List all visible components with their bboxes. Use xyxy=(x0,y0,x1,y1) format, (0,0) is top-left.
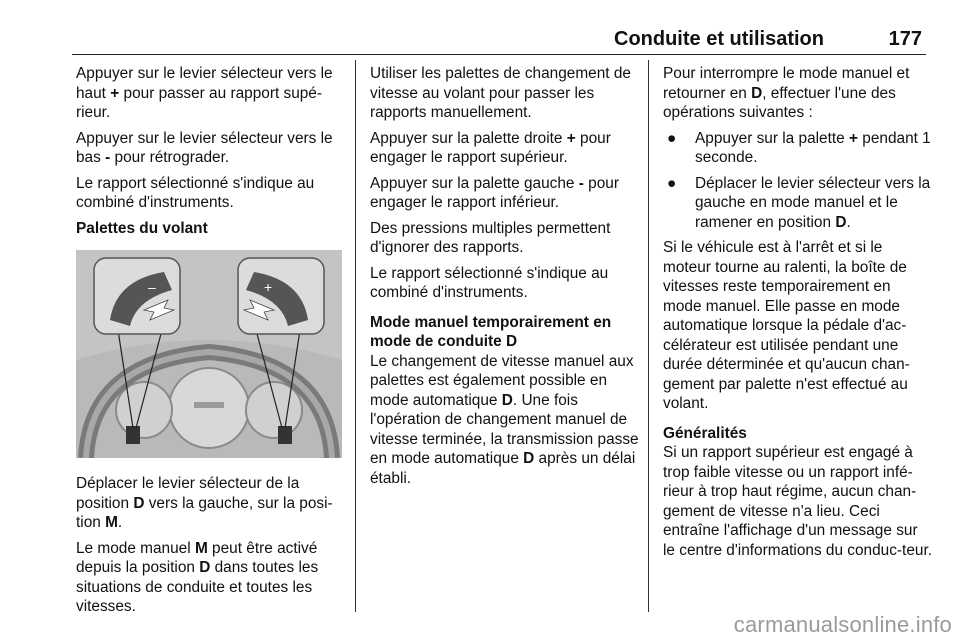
bullet-icon: ● xyxy=(667,129,677,147)
column-2 xyxy=(370,64,640,494)
page-number: 177 xyxy=(888,28,922,50)
steering-wheel-paddles-figure xyxy=(76,250,342,458)
paragraph: Des pressions multiples permettent d'ignorer des rapports. xyxy=(370,219,611,256)
list-item: ● Déplacer le levier sélecteur vers la gauche en mode manuel et le ramener en position D. xyxy=(663,174,933,233)
bullet-icon: ● xyxy=(667,174,677,192)
svg-text:–: – xyxy=(148,279,156,295)
list-item: ● Appuyer sur la palette + pendant 1 seconde. xyxy=(663,129,933,168)
paragraph: Le rapport sélectionné s'indique au combiné d'instruments. xyxy=(370,264,609,301)
watermark: carmanualsonline.info xyxy=(733,612,952,637)
steering-wheel-illustration xyxy=(76,250,342,458)
section-title: Conduite et utilisation xyxy=(614,28,824,50)
paragraph: Le mode manuel M peut être activé depuis la position D dans toutes les situations de conduite et toutes les vitesses. xyxy=(76,539,319,615)
paragraph: Appuyer sur la palette droite + pour engager le rapport supérieur. xyxy=(370,129,611,166)
section-heading: Généralités xyxy=(663,424,747,442)
page-header xyxy=(72,28,926,55)
paragraph: Déplacer le levier sélecteur de la position D vers la gauche, sur la posi‐tion M. xyxy=(76,475,333,531)
column-divider xyxy=(355,60,356,612)
column-3 xyxy=(663,64,933,566)
section-heading: Mode manuel temporairement en mode de conduite D xyxy=(370,313,612,350)
paragraph: Pour interrompre le mode manuel et retourner en D, effectuer l'une des opérations suivantes : xyxy=(663,65,910,121)
paragraph: Le rapport sélectionné s'indique au combiné d'instruments. xyxy=(76,174,315,211)
paragraph: Appuyer sur la palette gauche - pour engager le rapport inférieur. xyxy=(370,174,619,211)
paragraph: Appuyer sur le levier sélecteur vers le bas - pour rétrograder. xyxy=(76,129,333,166)
paragraph: Si le véhicule est à l'arrêt et si le moteur tourne au ralenti, la boîte de vitesses reste temporairement en mode manuel. Elle passe en mode automatique lorsque la pédale d'ac‐célérateur est utilisée pendant une durée déterminée et qu'aucun chan‐gement par palette n'est effectué au volant. xyxy=(663,239,910,412)
paragraph: Si un rapport supérieur est engagé à trop faible vitesse ou un rapport infé‐rieur à trop haut régime, aucun chan‐gement de vitesse n'a lieu. Ceci entraîne l'affichage d'un message sur le centre d'informations du conduc‐teur. xyxy=(663,444,933,559)
paragraph: Le changement de vitesse manuel aux palettes est également possible en mode automatique D. Une fois l'opération de changement manuel de vitesse terminée, la transmission passe en mode automatique D après un délai établi. xyxy=(370,352,639,487)
svg-text:+: + xyxy=(264,279,273,295)
paragraph: Appuyer sur le levier sélecteur vers le haut + pour passer au rapport supé‐rieur. xyxy=(76,65,333,121)
column-1 xyxy=(76,64,342,623)
paragraph: Utiliser les palettes de changement de vitesse au volant pour passer les rapports manuellement. xyxy=(370,65,631,121)
section-heading: Palettes du volant xyxy=(76,219,208,237)
column-divider xyxy=(648,60,649,612)
